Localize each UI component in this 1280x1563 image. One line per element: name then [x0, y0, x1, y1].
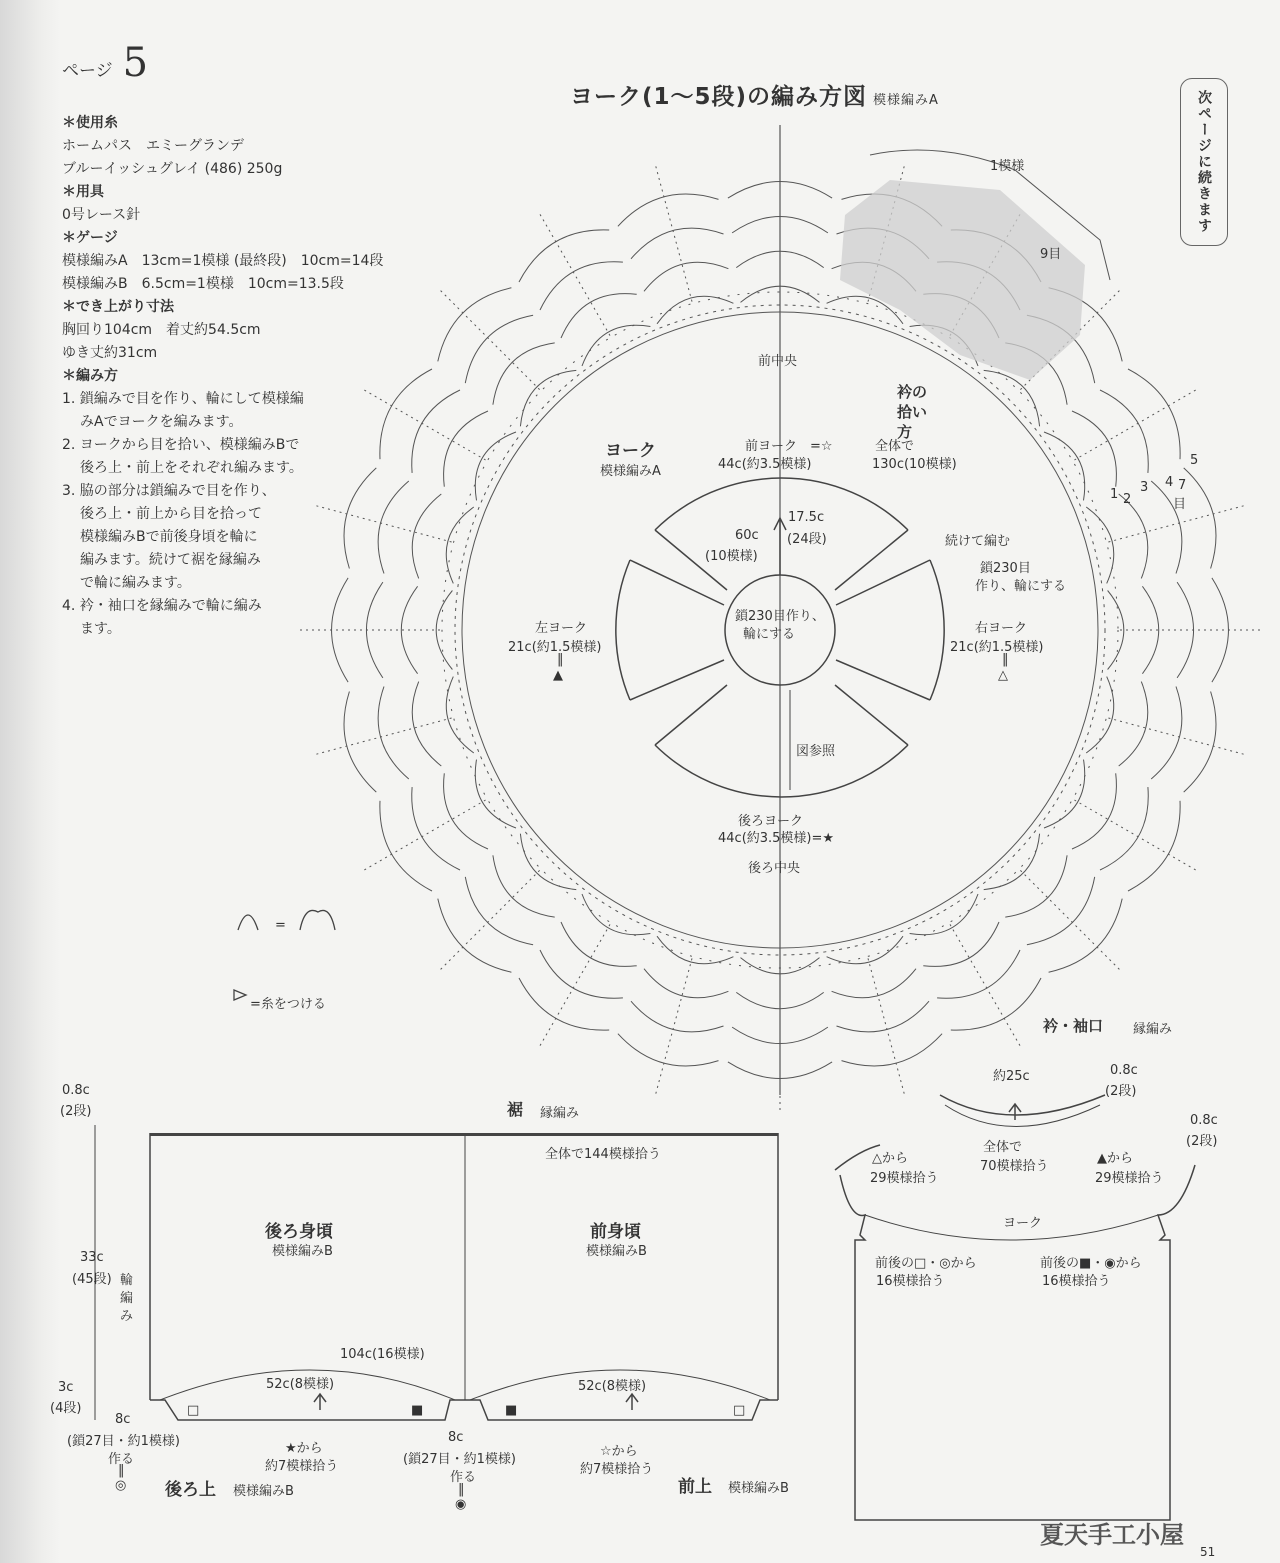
instruction-line: 3. 脇の部分は鎖編みで目を作り、	[62, 483, 276, 499]
instruction-line: みAでヨークを編みます。	[80, 414, 243, 430]
yoke-pattern-label: 模様編みA	[600, 464, 661, 479]
section-heading: ＊編み方	[62, 368, 118, 384]
round-knit-char-2: 編	[120, 1291, 134, 1306]
mid-8c-chain: (鎖27目・約1模様)	[403, 1452, 516, 1467]
mid-8c-make: 作る	[450, 1470, 477, 1485]
doily-fan-arc	[582, 894, 650, 935]
collar-c25: 約25c	[993, 1069, 1030, 1084]
doily-fan-arc	[561, 922, 637, 966]
doily-fan-arc	[344, 692, 376, 793]
back-upper-pattern: 模様編みB	[233, 1484, 294, 1499]
instruction-line: 模様編みBで前後身頃を輪に	[80, 529, 258, 545]
ninth-stitch-label: 9目	[1040, 247, 1062, 262]
row-5: 5	[1190, 453, 1199, 468]
doily-spoke	[540, 214, 610, 335]
collar-from-tri: △から	[872, 1151, 908, 1166]
from-star-count: 約7模様拾う	[265, 1459, 339, 1474]
center-chain-label2: 輪にする	[743, 627, 796, 642]
left-8c-symbol: ◎	[115, 1478, 127, 1493]
doily-spoke	[950, 924, 1020, 1045]
round-knit-label	[120, 1272, 133, 1326]
left-yoke-count: 21c(約1.5模様)	[508, 640, 602, 655]
instruction-line: 4. 衿・袖口を縁編みで輪に編み	[62, 598, 262, 614]
doily-spoke	[1020, 870, 1119, 969]
doily-fan-arc	[475, 432, 516, 500]
collar-left-pick: 前後の□・◎から	[875, 1256, 977, 1271]
instruction-line: 編みます。続けて裾を縁編み	[80, 552, 261, 568]
doily-fan-arc	[837, 1001, 930, 1032]
doily-fan-arc	[1119, 682, 1148, 766]
front-yoke-label: 前ヨーク =☆	[745, 439, 833, 454]
body-c104: 104c(16模様)	[340, 1347, 425, 1362]
doily-fan-arc	[378, 481, 409, 574]
right-yoke-label: 右ヨーク	[975, 621, 1028, 636]
filled-square-left: ■	[411, 1403, 424, 1418]
page-label: ページ	[62, 61, 113, 81]
doily-spoke	[364, 390, 485, 460]
instruction-line: 0号レース針	[62, 207, 141, 223]
round-knit-char-3: み	[120, 1309, 134, 1324]
from-wstar: ☆から	[600, 1444, 638, 1459]
row-2: 2	[1123, 492, 1132, 507]
body-c3-rows: (4段)	[50, 1401, 82, 1416]
doily-fan-arc	[644, 969, 728, 998]
doily-spoke	[316, 718, 451, 754]
left-yoke-symbol: ▲	[553, 668, 563, 683]
collar-pattern: 縁編み	[1133, 1022, 1173, 1037]
doily-fan-arc	[344, 468, 376, 569]
collar-total: 全体で	[983, 1140, 1023, 1155]
yoke-title-text: ヨーク(1〜5段)の編み方図	[570, 84, 868, 110]
legend-yarn-attach: =糸をつける	[250, 997, 326, 1012]
doily-fan-arc	[561, 294, 637, 338]
doily-fan-arc	[1044, 760, 1085, 828]
page-number-footer: 51	[1200, 1545, 1216, 1559]
yoke-title-pattern: 模様編みA	[873, 93, 939, 108]
doily-fan-arc	[412, 787, 460, 870]
doily-fan-arc	[540, 262, 623, 310]
collar-left-pick-count: 16模様拾う	[876, 1274, 945, 1289]
collar-yoke: ヨーク	[1003, 1216, 1043, 1231]
hem-pattern: 縁編み	[540, 1106, 580, 1121]
collar-title: 衿・袖口	[1043, 1017, 1104, 1035]
back-center-label: 後ろ中央	[748, 861, 801, 876]
doily-spoke	[1074, 800, 1195, 870]
collar-total-count: 70模様拾う	[980, 1159, 1049, 1174]
doily-fan-arc	[631, 1001, 724, 1032]
doily-fan-arc	[1005, 855, 1067, 917]
hem-title: 裾	[507, 1100, 524, 1119]
highlight-one-pattern	[840, 150, 1110, 380]
doily-fan-arc	[378, 687, 409, 780]
doily-fan-arc	[520, 834, 576, 890]
doily-fan-arc	[618, 194, 719, 226]
body-c52-front: 52c(8模様)	[578, 1379, 647, 1394]
right-yoke-count: 21c(約1.5模様)	[950, 640, 1044, 655]
right-yoke-symbol: △	[998, 668, 1008, 683]
doily-fan-arc	[842, 1034, 943, 1066]
brand-watermark: 夏天手工小屋	[1040, 1521, 1184, 1549]
left-8c: 8c	[115, 1412, 131, 1427]
doily-fan-arc	[1100, 787, 1148, 870]
doily-fan-arc	[444, 411, 488, 487]
back-body-label: 後ろ身頃	[265, 1222, 333, 1242]
open-square-right: □	[733, 1403, 746, 1418]
collar-c08-right-rows: (2段)	[1186, 1134, 1218, 1149]
collar-pickup-label: 衿の拾い方	[897, 383, 928, 441]
doily-fan-arc	[366, 582, 382, 678]
doily-fan-arc	[1184, 692, 1216, 793]
doily-spoke	[656, 958, 692, 1093]
instruction-line: 2. ヨークから目を拾い、模様編みBで	[62, 437, 300, 453]
doily-spoke	[441, 870, 540, 969]
doily-spoke	[540, 924, 610, 1045]
doily-fan-arc	[332, 578, 349, 682]
collar-c08-rows: (2段)	[1105, 1084, 1137, 1099]
doily-fan-arc	[493, 855, 555, 917]
c60-count: (10模様)	[705, 549, 758, 564]
body-c33: 33c	[80, 1250, 104, 1265]
collar-c08: 0.8c	[1110, 1063, 1138, 1078]
filled-square-right: ■	[505, 1403, 518, 1418]
back-upper-label: 後ろ上	[165, 1480, 216, 1500]
c175-label: 17.5c	[788, 510, 825, 525]
front-body-pattern: 模様編みB	[586, 1244, 647, 1259]
collar-c08-right: 0.8c	[1190, 1113, 1218, 1128]
body-c3: 3c	[58, 1380, 74, 1395]
section-heading: ＊ゲージ	[62, 230, 118, 246]
doily-fan-arc	[493, 343, 555, 405]
total-label: 全体で	[875, 439, 915, 454]
body-c33-rows: (45段)	[72, 1272, 112, 1287]
chain-start-label: 鎖230目	[980, 561, 1031, 576]
legend-equals: =	[275, 918, 286, 933]
collar-right-pick-count: 16模様拾う	[1042, 1274, 1111, 1289]
instruction-line: 模様編みA 13cm=1模様 (最終段) 10cm=14段	[62, 253, 384, 269]
back-yoke-label: 後ろヨーク	[738, 814, 804, 829]
section-heading: ＊用具	[62, 184, 104, 200]
ref-label: 図参照	[796, 744, 836, 759]
doily-fan-arc	[1151, 687, 1182, 780]
doily-spoke	[441, 291, 540, 390]
doily-fan-arc	[1177, 582, 1193, 678]
mid-8c: 8c	[448, 1430, 464, 1445]
body-schematic	[95, 1125, 778, 1420]
doily-fan-arc	[444, 773, 488, 849]
doily-fan-arc	[412, 494, 441, 578]
collar-from-btri: ▲から	[1097, 1151, 1133, 1166]
doily-fan-arc	[937, 950, 1020, 998]
doily-fan-arc	[475, 760, 516, 828]
center-chain-label: 鎖230目作り、	[735, 609, 825, 624]
doily-spoke	[656, 166, 692, 301]
doily-fan-arc	[1072, 773, 1116, 849]
hem-pickup: 全体で144模様拾う	[545, 1147, 661, 1162]
collar-from-tri-count: 29模様拾う	[870, 1171, 939, 1186]
back-body-pattern: 模様編みB	[272, 1244, 333, 1259]
instruction-line: ゆき丈約31cm	[62, 345, 158, 361]
stitch-7: 7	[1178, 478, 1187, 493]
chain-start-label2: 作り、輪にする	[975, 579, 1067, 594]
instruction-line: 後ろ上・前上をそれぞれ編みます。	[80, 460, 303, 476]
doily-fan-arc	[582, 325, 650, 366]
doily-spoke	[364, 800, 485, 870]
doily-fan-arc	[644, 262, 728, 291]
mid-8c-equals: ‖	[458, 1482, 465, 1497]
doily-fan-arc	[1044, 432, 1085, 500]
doily-fan-arc	[984, 834, 1040, 890]
doily-fan-arc	[412, 682, 441, 766]
doily-fan-arc	[827, 936, 903, 964]
left-8c-equals: ‖	[118, 1463, 125, 1478]
mid-8c-symbol: ◉	[455, 1497, 467, 1512]
doily-fan-arc	[618, 1034, 719, 1066]
front-center-label: 前中央	[758, 354, 798, 369]
doily-fan-arc	[910, 894, 978, 935]
doily-fan-arc	[923, 922, 999, 966]
total-count: 130c(10模様)	[872, 457, 957, 472]
from-star: ★から	[285, 1441, 323, 1456]
doily-fan-arc	[631, 228, 724, 259]
stitch-unit: 目	[1173, 497, 1187, 512]
continue-label: 続けて編む	[945, 534, 1011, 549]
doily-fan-arc	[1100, 390, 1148, 473]
doily-fan-arc	[832, 969, 916, 998]
collar-from-btri-count: 29模様拾う	[1095, 1171, 1164, 1186]
instruction-line: 1. 鎖編みで目を作り、輪にして模様編	[62, 391, 304, 407]
c175-count: (24段)	[787, 532, 827, 547]
front-yoke-count: 44c(約3.5模様)	[718, 457, 812, 472]
left-yoke-label: 左ヨーク	[535, 621, 588, 636]
instruction-line: 後ろ上・前上から目を拾って	[80, 506, 262, 522]
c60-label: 60c	[735, 528, 759, 543]
row-4: 4	[1165, 475, 1174, 490]
body-c08-rows: (2段)	[60, 1104, 92, 1119]
round-knit-char-1: 輪	[120, 1273, 134, 1288]
instruction-line: 模様編みB 6.5cm=1模様 10cm=13.5段	[62, 276, 344, 292]
doily-fan-arc	[520, 370, 576, 426]
instruction-line: ます。	[80, 621, 121, 637]
instruction-line: 胸回り104cm 着丈約54.5cm	[62, 322, 261, 338]
next-page-note: 次ページに続きます	[1180, 78, 1228, 246]
doily-fan-arc	[1072, 411, 1116, 487]
doily-fan-arc	[1212, 578, 1229, 682]
open-square-left: □	[187, 1403, 200, 1418]
instruction-line: ブルーイッシュグレイ (486) 250g	[62, 161, 283, 177]
collar-right-pick: 前後の■・◉から	[1040, 1256, 1142, 1271]
row-3: 3	[1140, 480, 1149, 495]
doily-spoke	[1074, 390, 1195, 460]
instruction-line: で輪に編みます。	[80, 575, 191, 591]
doily-spoke	[316, 506, 451, 542]
doily-fan-arc	[1184, 468, 1216, 569]
page-number: 5	[122, 40, 149, 86]
left-yoke-equals: ‖	[557, 652, 564, 667]
left-8c-chain: (鎖27目・約1模様)	[67, 1434, 180, 1449]
back-yoke-count: 44c(約3.5模様)=★	[718, 831, 835, 846]
front-upper-pattern: 模様編みB	[728, 1481, 789, 1496]
doily-fan-arc	[446, 507, 474, 583]
front-body-label: 前身頃	[590, 1222, 641, 1242]
right-yoke-equals: ‖	[1002, 652, 1009, 667]
doily-spoke	[1108, 718, 1243, 754]
doily-fan-arc	[540, 950, 623, 998]
left-8c-make: 作る	[108, 1452, 135, 1467]
doily-fan-arc	[412, 390, 460, 473]
row-1: 1	[1110, 487, 1119, 502]
doily-spoke	[868, 958, 904, 1093]
section-heading: ＊使用糸	[62, 115, 118, 131]
from-wstar-count: 約7模様拾う	[580, 1462, 654, 1477]
body-c52-back: 52c(8模様)	[266, 1377, 335, 1392]
yoke-label: ヨーク	[605, 441, 656, 461]
doily-fan-arc	[1086, 507, 1114, 583]
section-heading: ＊でき上がり寸法	[62, 299, 174, 315]
instruction-line: ホームパス エミーグランデ	[62, 138, 244, 154]
front-upper-label: 前上	[678, 1477, 712, 1497]
body-c08: 0.8c	[62, 1083, 90, 1098]
one-pattern-label: 1模様	[990, 159, 1025, 174]
